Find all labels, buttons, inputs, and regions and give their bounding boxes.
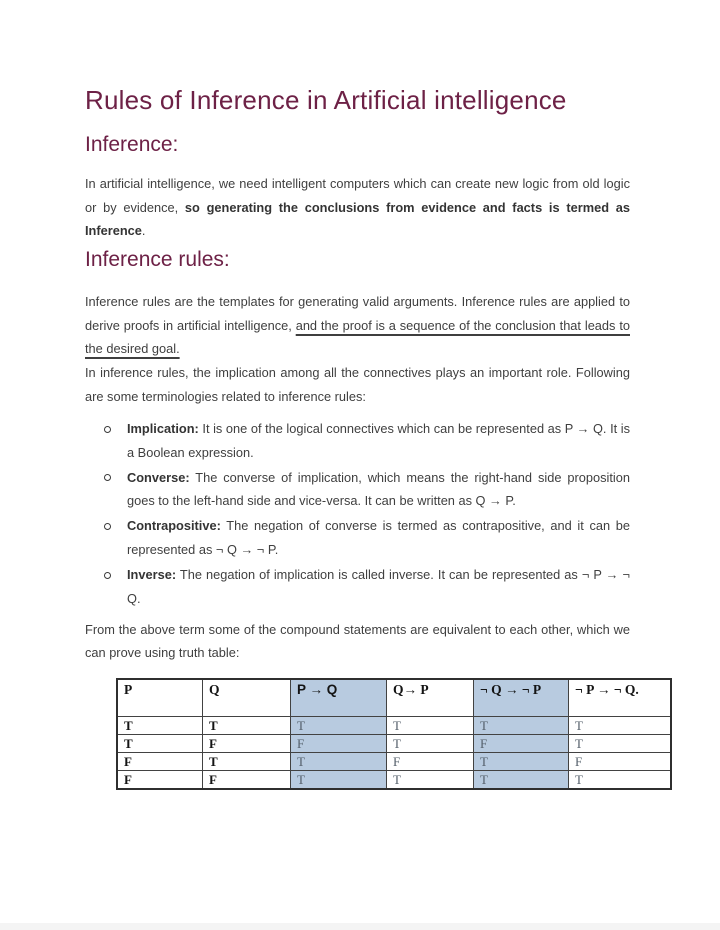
- table-cell: T: [117, 717, 203, 735]
- table-cell: T: [569, 735, 672, 753]
- bold-emphasis: so generating the conclusions from evidence and facts is termed as Inference: [85, 199, 630, 238]
- paragraph-text: .: [141, 223, 146, 238]
- table-header-p-implies-q: P → Q: [291, 679, 387, 717]
- section-heading-inference: Inference:: [85, 133, 179, 156]
- table-cell: T: [291, 717, 387, 735]
- table-cell: F: [569, 753, 672, 771]
- truth-table-wrapper: [116, 678, 672, 790]
- paragraph-terminologies: In inference rules, the implication among all the connectives plays an important role. Following are some terminologies related to inference rules:: [85, 365, 630, 404]
- table-row: [117, 771, 671, 790]
- table-header-notq-implies-notp: ¬ Q → ¬ P: [474, 679, 569, 717]
- table-cell: T: [291, 771, 387, 790]
- table-cell: T: [291, 753, 387, 771]
- bullet-circle-icon: [104, 426, 111, 433]
- section-heading-inference-rules: Inference rules:: [85, 248, 230, 271]
- table-cell: T: [203, 753, 291, 771]
- table-cell: F: [117, 753, 203, 771]
- term-label: Contrapositive:: [127, 518, 221, 534]
- page-title: Rules of Inference in Artificial intelligence: [85, 85, 567, 115]
- term-definition: The negation of implication is called inverse. It can be represented as ¬ P → ¬ Q.: [127, 567, 630, 606]
- term-definition: The negation of converse is termed as contrapositive, and it can be represented as ¬ Q → ¬ P.: [127, 518, 630, 557]
- bullet-item-inverse: [85, 563, 630, 610]
- table-cell: T: [474, 717, 569, 735]
- table-row: [117, 753, 671, 771]
- bullet-circle-icon: [104, 572, 111, 579]
- bullet-item-implication: [85, 417, 630, 464]
- table-cell: T: [387, 735, 474, 753]
- table-cell: T: [569, 717, 672, 735]
- underlined-clause: and the proof is a sequence of the conclusion that leads to the desired goal.: [85, 317, 630, 356]
- table-cell: F: [203, 771, 291, 790]
- bullet-item-contrapositive: [85, 514, 630, 561]
- term-label: Converse:: [127, 469, 190, 485]
- table-cell: T: [474, 771, 569, 790]
- table-cell: T: [387, 717, 474, 735]
- table-header-q-implies-p: Q→ P: [387, 679, 474, 717]
- terminology-bullet-list: [85, 417, 630, 612]
- bullet-circle-icon: [104, 474, 111, 481]
- term-definition: It is one of the logical connectives which can be represented as P → Q. It is a Boolean expression.: [127, 421, 630, 460]
- page-bottom-edge: [0, 923, 720, 930]
- table-row: [117, 717, 671, 735]
- paragraph-truth-table-intro: From the above term some of the compound statements are equivalent to each other, which we can prove using truth table:: [85, 622, 630, 660]
- table-cell: T: [203, 717, 291, 735]
- truth-table-header-row: [117, 679, 671, 717]
- paragraph-inference-intro: [85, 172, 630, 243]
- table-cell: T: [569, 771, 672, 790]
- table-header-p: P: [117, 679, 203, 717]
- table-cell: T: [387, 771, 474, 790]
- truth-table: [116, 678, 672, 790]
- term-label: Implication:: [127, 421, 199, 436]
- bullet-circle-icon: [104, 523, 111, 530]
- table-cell: F: [387, 753, 474, 771]
- paragraph-text: Inference rules are the templates for generating valid arguments. Inference rules are applied to derive proofs in artificial intelligence,: [85, 294, 630, 333]
- table-header-q: Q: [203, 679, 291, 717]
- table-cell: F: [203, 735, 291, 753]
- table-cell: F: [291, 735, 387, 753]
- paragraph-text: In artificial intelligence, we need intelligent computers which can create new logic from old logic or by evidence,: [85, 176, 630, 215]
- table-header-notp-implies-notq: ¬ P → ¬ Q.: [569, 679, 672, 717]
- paragraph-inference-rules: [85, 290, 630, 361]
- table-cell: F: [117, 771, 203, 790]
- table-cell: F: [474, 735, 569, 753]
- bullet-item-converse: [85, 466, 630, 513]
- table-cell: T: [474, 753, 569, 771]
- table-cell: T: [117, 735, 203, 753]
- term-definition: The converse of implication, which means the right-hand side proposition goes to the left-hand side and vice-versa. It can be written as Q → P.: [127, 469, 630, 509]
- table-row: [117, 735, 671, 753]
- term-label: Inverse:: [127, 567, 177, 583]
